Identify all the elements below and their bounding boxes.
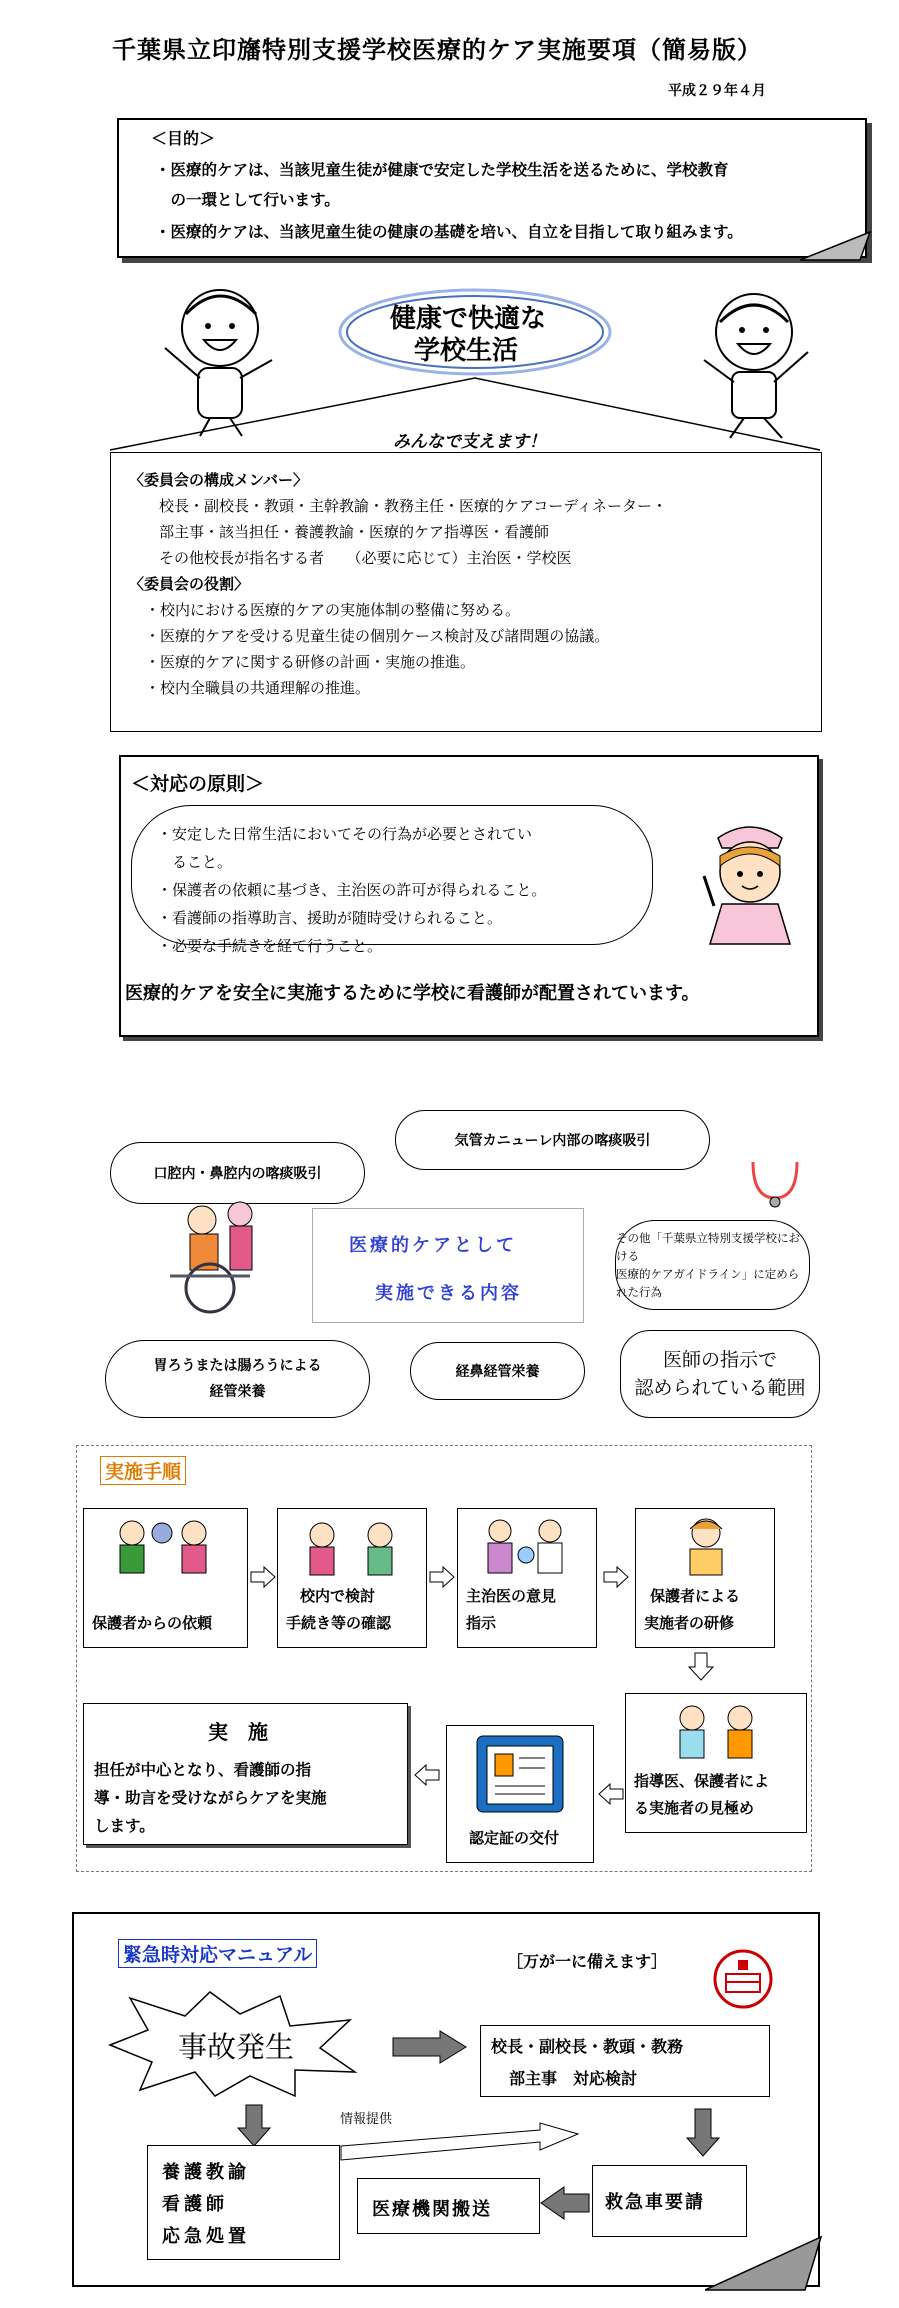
step-training-line-1: 保護者による: [650, 1587, 741, 1605]
bubble-other-guideline-1: その他「千葉県立特別支援学校における: [616, 1231, 800, 1263]
step-certificate-label: 認定証の交付: [469, 1829, 560, 1847]
implementation-line-1: 担任が中心となり、看護師の指: [94, 1761, 312, 1779]
roles-heading: 〈委員会の役割〉: [129, 575, 250, 593]
ambulance-request-box: [592, 2165, 747, 2237]
staff-meeting-icon: [296, 1517, 406, 1577]
arrow-right-icon: [429, 1566, 455, 1588]
doctor-consult-icon: [476, 1515, 576, 1577]
implementation-line-2: 導・助言を受けながらケアを実施: [94, 1789, 327, 1807]
bubble-nasal-tube: [410, 1342, 585, 1400]
step-review-label: [286, 1583, 422, 1637]
principle-1: ・安定した日常生活においてその行為が必要とされてい: [157, 825, 533, 843]
arrow-left-icon: [414, 1764, 440, 1786]
hospital-label: 医療機関搬送: [372, 2199, 492, 2220]
step-review: [277, 1508, 427, 1648]
members-heading: 〈委員会の構成メンバー〉: [129, 471, 308, 489]
assessment-icon: [666, 1700, 766, 1762]
principle-4: ・必要な手続きを経て行うこと。: [157, 937, 383, 955]
implementation-title: 実 施: [208, 1720, 268, 1744]
arrow-right-icon: [603, 1566, 629, 1588]
info-provide-label: 情報提供: [340, 2112, 393, 2127]
committee-box: [110, 452, 822, 732]
step-assessment-line-2: る実施者の見極め: [634, 1799, 755, 1817]
care-center-line-1: 医療的ケアとして: [349, 1235, 517, 1256]
bubble-other-guideline: [615, 1220, 810, 1310]
certificate-icon: [475, 1734, 565, 1814]
purpose-line-2: の一環として行います。: [155, 191, 340, 209]
step-doctor-line-2: 指示: [466, 1614, 497, 1632]
admin-line-2: 部主事 対応検討: [509, 2069, 638, 2088]
motto-title-2: 学校生活: [414, 336, 519, 366]
procedure-label: 実施手順: [100, 1456, 186, 1485]
first-aid-nurse-teacher: 養護教諭: [162, 2162, 250, 2183]
role-1: ・校内における医療的ケアの実施体制の整備に努める。: [145, 601, 521, 619]
step-doctor-line-1: 主治医の意見: [466, 1587, 557, 1605]
wheelchair-illustration-icon: [140, 1198, 280, 1318]
support-text: みんなで支えます！: [385, 427, 554, 452]
parent-trainer-icon: [666, 1515, 746, 1577]
step-request-label: 保護者からの依頼: [92, 1614, 213, 1632]
bubble-oral-suction: [110, 1142, 365, 1204]
members-line-3: その他校長が指名する者 （必要に応じて）主治医・学校医: [159, 549, 572, 567]
arrow-down-icon: [688, 1652, 714, 1682]
bubble-gastrostomy-2: 経管栄養: [209, 1384, 266, 1400]
purpose-line-1: ・医療的ケアは、当該児童生徒が健康で安定した学校生活を送るために、学校教育: [155, 161, 729, 179]
arrow-left-icon: [598, 1783, 624, 1805]
bubble-other-guideline-2: 医療的ケアガイドライン」に定められた行為: [616, 1267, 800, 1299]
page-curl-icon: [800, 230, 872, 270]
arrow-right-bold-icon: [392, 2030, 468, 2064]
parent-talk-icon: [102, 1515, 222, 1575]
hospital-box: [357, 2178, 540, 2234]
step-doctor-label: [466, 1583, 592, 1637]
step-assessment-label: [634, 1768, 802, 1822]
bubble-doctor-range: [620, 1330, 820, 1418]
arrow-right-icon: [250, 1566, 276, 1588]
accident-label: 事故発生: [178, 2030, 295, 2064]
care-center-line-2: 実施できる内容: [375, 1283, 522, 1304]
step-assessment: [625, 1693, 807, 1833]
bubble-gastrostomy: [105, 1340, 370, 1418]
implementation-line-3: します。: [94, 1817, 155, 1835]
issue-date: 平成２９年４月: [668, 83, 766, 99]
bubble-gastrostomy-1: 胃ろうまたは腸ろうによる: [153, 1358, 322, 1374]
role-4: ・校内全職員の共通理解の推進。: [145, 679, 371, 697]
emergency-note: ［万が一に備えます］: [507, 1952, 668, 1971]
purpose-heading: ＜目的＞: [151, 129, 216, 148]
page-curl-icon: [705, 2235, 823, 2295]
step-implementation: [83, 1703, 408, 1845]
purpose-line-3: ・医療的ケアは、当該児童生徒の健康の基礎を培い、自立を目指して取り組みます。: [155, 223, 743, 241]
role-3: ・医療的ケアに関する研修の計画・実施の推進。: [145, 653, 476, 671]
role-2: ・医療的ケアを受ける児童生徒の個別ケース検討及び諸問題の協議。: [145, 627, 610, 645]
first-aid-action: 応急処置: [162, 2226, 250, 2247]
stethoscope-icon: [745, 1158, 805, 1208]
page-title: 千葉県立印旛特別支援学校医療的ケア実施要項（簡易版）: [112, 36, 762, 64]
ambulance-request-label: 救急車要請: [605, 2192, 705, 2213]
girl-illustration-icon: [160, 278, 290, 438]
nurse-illustration-icon: [700, 816, 800, 946]
care-center-box: [312, 1208, 584, 1323]
principles-footer: 医療的ケアを安全に実施するために学校に看護師が配置されています。: [125, 983, 700, 1004]
arrow-down-bold-icon: [237, 2104, 271, 2148]
members-line-1: 校長・副校長・教頭・主幹教諭・教務主任・医療的ケアコーディネーター・: [159, 497, 668, 515]
principle-3: ・看護師の指導助言、援助が随時受けられること。: [157, 909, 503, 927]
bubble-doctor-range-2: 認められている範囲: [634, 1377, 806, 1399]
principles-heading: ＜対応の原則＞: [131, 773, 265, 795]
bubble-doctor-range-1: 医師の指示で: [662, 1349, 777, 1371]
step-assessment-line-1: 指導医、保護者によ: [634, 1772, 770, 1790]
step-request: [83, 1508, 248, 1648]
bubble-oral-suction-text: 口腔内・鼻腔内の喀痰吸引: [153, 1166, 322, 1182]
step-review-line-1: 校内で検討: [300, 1587, 376, 1605]
boy-illustration-icon: [690, 282, 820, 442]
members-line-2: 部主事・該当担任・養護教諭・医療的ケア指導医・看護師: [159, 523, 550, 541]
bubble-nasal-tube-text: 経鼻経管栄養: [455, 1364, 540, 1380]
emergency-label: 緊急時対応マニュアル: [118, 1939, 317, 1968]
bubble-cannula-suction-text: 気管カニューレ内部の喀痰吸引: [454, 1133, 651, 1149]
principle-1b: ること。: [157, 853, 233, 871]
step-training-line-2: 実施者の研修: [644, 1614, 735, 1632]
step-certificate: [446, 1725, 594, 1863]
step-doctor: [457, 1508, 597, 1648]
arrow-down-bold-icon: [686, 2108, 720, 2158]
arrow-info-icon: [340, 2122, 580, 2168]
admin-line-1: 校長・副校長・教頭・教務: [491, 2037, 684, 2056]
principle-2: ・保護者の依頼に基づき、主治医の許可が得られること。: [157, 881, 547, 899]
first-aid-box: [147, 2145, 340, 2260]
bubble-cannula-suction: [395, 1110, 710, 1170]
purpose-box: [117, 118, 867, 258]
arrow-left-bold-icon: [540, 2186, 590, 2220]
step-training-label: [644, 1583, 770, 1637]
admin-box: [480, 2025, 770, 2097]
step-training: [635, 1508, 775, 1648]
motto-title-1: 健康で快適な: [390, 304, 547, 334]
ambulance-icon: [712, 1948, 774, 2010]
first-aid-nurse: 看護師: [162, 2194, 228, 2215]
step-review-line-2: 手続き等の確認: [286, 1614, 392, 1632]
